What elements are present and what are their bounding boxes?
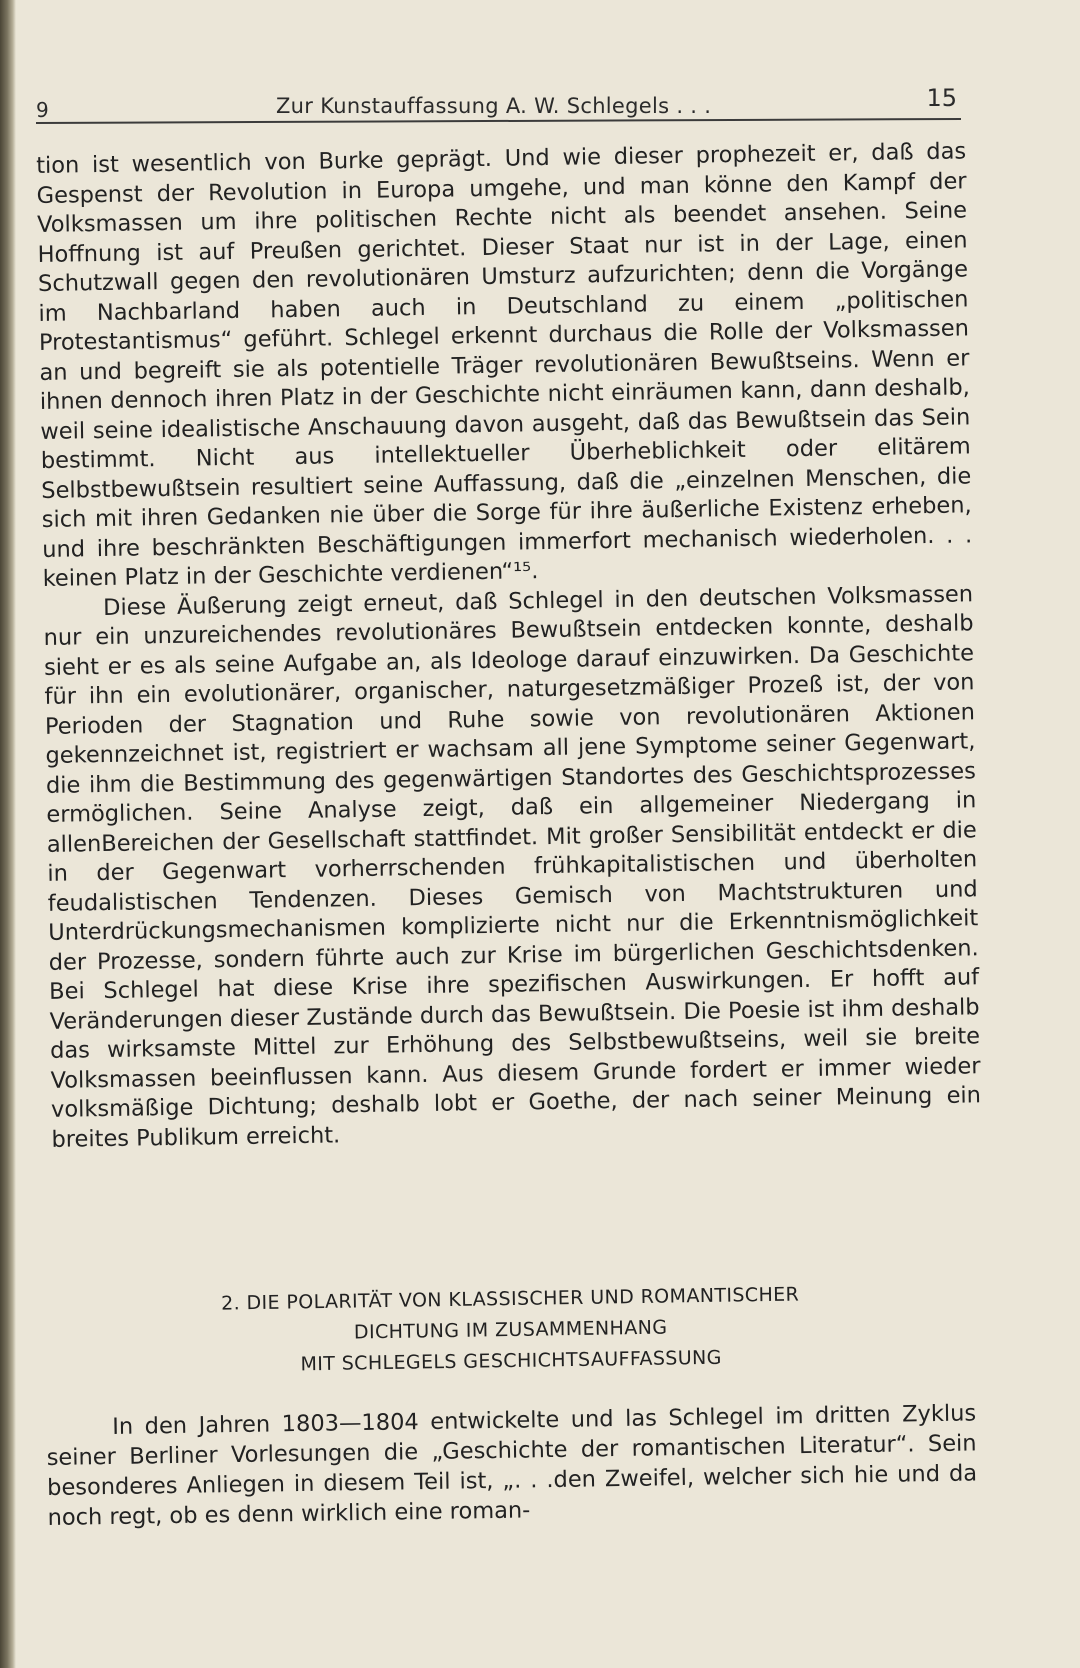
section-heading-line-1: 2. DIE POLARITÄT VON KLASSISCHER UND ROMANTISCHER [220,1283,800,1315]
running-title: Zur Kunstauffassung A. W. Schlegels . . . [276,94,712,118]
paragraph-1: tion ist wesentlich von Burke geprägt. Und wie dieser prophezeit er, daß das Gespenst der Revolution in Europa umgehe, und man könne den Kampf der Volksmassen um ihre politischen Rechte nicht als beendet ansehen. Seine Hoffnung ist auf Preußen gerichtet. Dieser Staat nur ist in der Lage, einen Schutzwall gegen den revolutionären Umsturz aufzurichten; denn die Vorgänge im Nachbarland haben auch in Deutschland zu einem „politischen Protestantismus“ geführt. Schlegel erkennt durchaus die Rolle der Volksmassen an und begreift sie als potentielle Träger revolutionären Bewußtseins. Wenn er ihnen dennoch ihren Platz in der Geschichte nicht einräumen kann, dann deshalb, weil seine idealistische Anschauung davon ausgeht, daß das Bewußtsein das Sein bestimmt. Nicht aus intellektueller Überheblichkeit oder elitärem Selbstbewußtsein resultiert seine Auffassung, daß die „einzelnen Menschen, die sich mit ihren Gedanken nie über die Sorge für ihre äußerliche Existenz erheben, und ihre beschränkten Beschäftigungen immerfort mechanisch wiederholen. . . keinen Platz in der Geschichte verdienen“¹⁵. [36,138,973,592]
section-heading-line-2: DICHTUNG IM ZUSAMMENHANG [353,1316,668,1344]
page-number: 15 [926,84,957,112]
left-margin-number: 9 [36,98,49,122]
paragraph-2: Diese Äußerung zeigt erneut, daß Schlegel in den deutschen Volksmassen nur ein unzureichendes revolutionäres Bewußtsein entdecken konnte, deshalb sieht er es als seine Aufgabe an, als Ideologe darauf einzuwirken. Da Geschichte für ihn ein evolutionärer, organischer, naturgesetzmäßiger Prozeß ist, der von Perioden der Stagnation und Ruhe sowie von revolutionären Aktionen gekennzeichnet ist, registriert er wachsam all jene Symptome seiner Gegenwart, die ihm die Bestimmung des gegenwärtigen Standortes des Geschichtsprozesses ermöglichen. Seine Analyse zeigt, daß ein allgemeiner Niedergang in allenBereichen der Gesellschaft stattfindet. Mit großer Sensibilität entdeckt er die in der Gegenwart vorherrschenden frühkapitalistischen und überholten feudalistischen Tendenzen. Dieses Gemisch von Machtstrukturen und Unterdrückungsmechanismen komplizierte nicht nur die Erkenntnismöglichkeit der Prozesse, sondern führte auch zur Krise im bürgerlichen Geschichtsdenken. Bei Schlegel hat diese Krise ihre spezifischen Auswirkungen. Er hofft auf Veränderungen dieser Zustände durch das Bewußtsein. Die Poesie ist ihm deshalb das wirksamste Mittel zur Erhöhung des Selbstbewußtseins, weil sie breite Volksmassen beeinflussen kann. Aus diesem Grunde fordert er immer wieder volksmäßige Dichtung; deshalb lobt er Goethe, der nach seiner Meinung ein breites Publikum erreicht. [43,580,982,1153]
header-rule [36,118,961,124]
page-header [36,84,961,124]
section-paragraph: In den Jahren 1803—1804 entwickelte und las Schlegel im dritten Zyklus seiner Berliner Vorlesungen die „Geschichte der romantischen Literatur“. Sein besonderes Anliegen in diesem Teil ist, „. . .den Zweifel, welcher sich hie und da noch regt, ob es denn wirklich eine roman- [46,1400,978,1531]
main-text [36,137,982,1154]
section-heading [130,1278,891,1383]
section-heading-line-3: MIT SCHLEGELS GESCHICHTSAUFFASSUNG [300,1346,722,1376]
book-spine-shadow [0,0,16,1668]
section-text [46,1398,978,1533]
